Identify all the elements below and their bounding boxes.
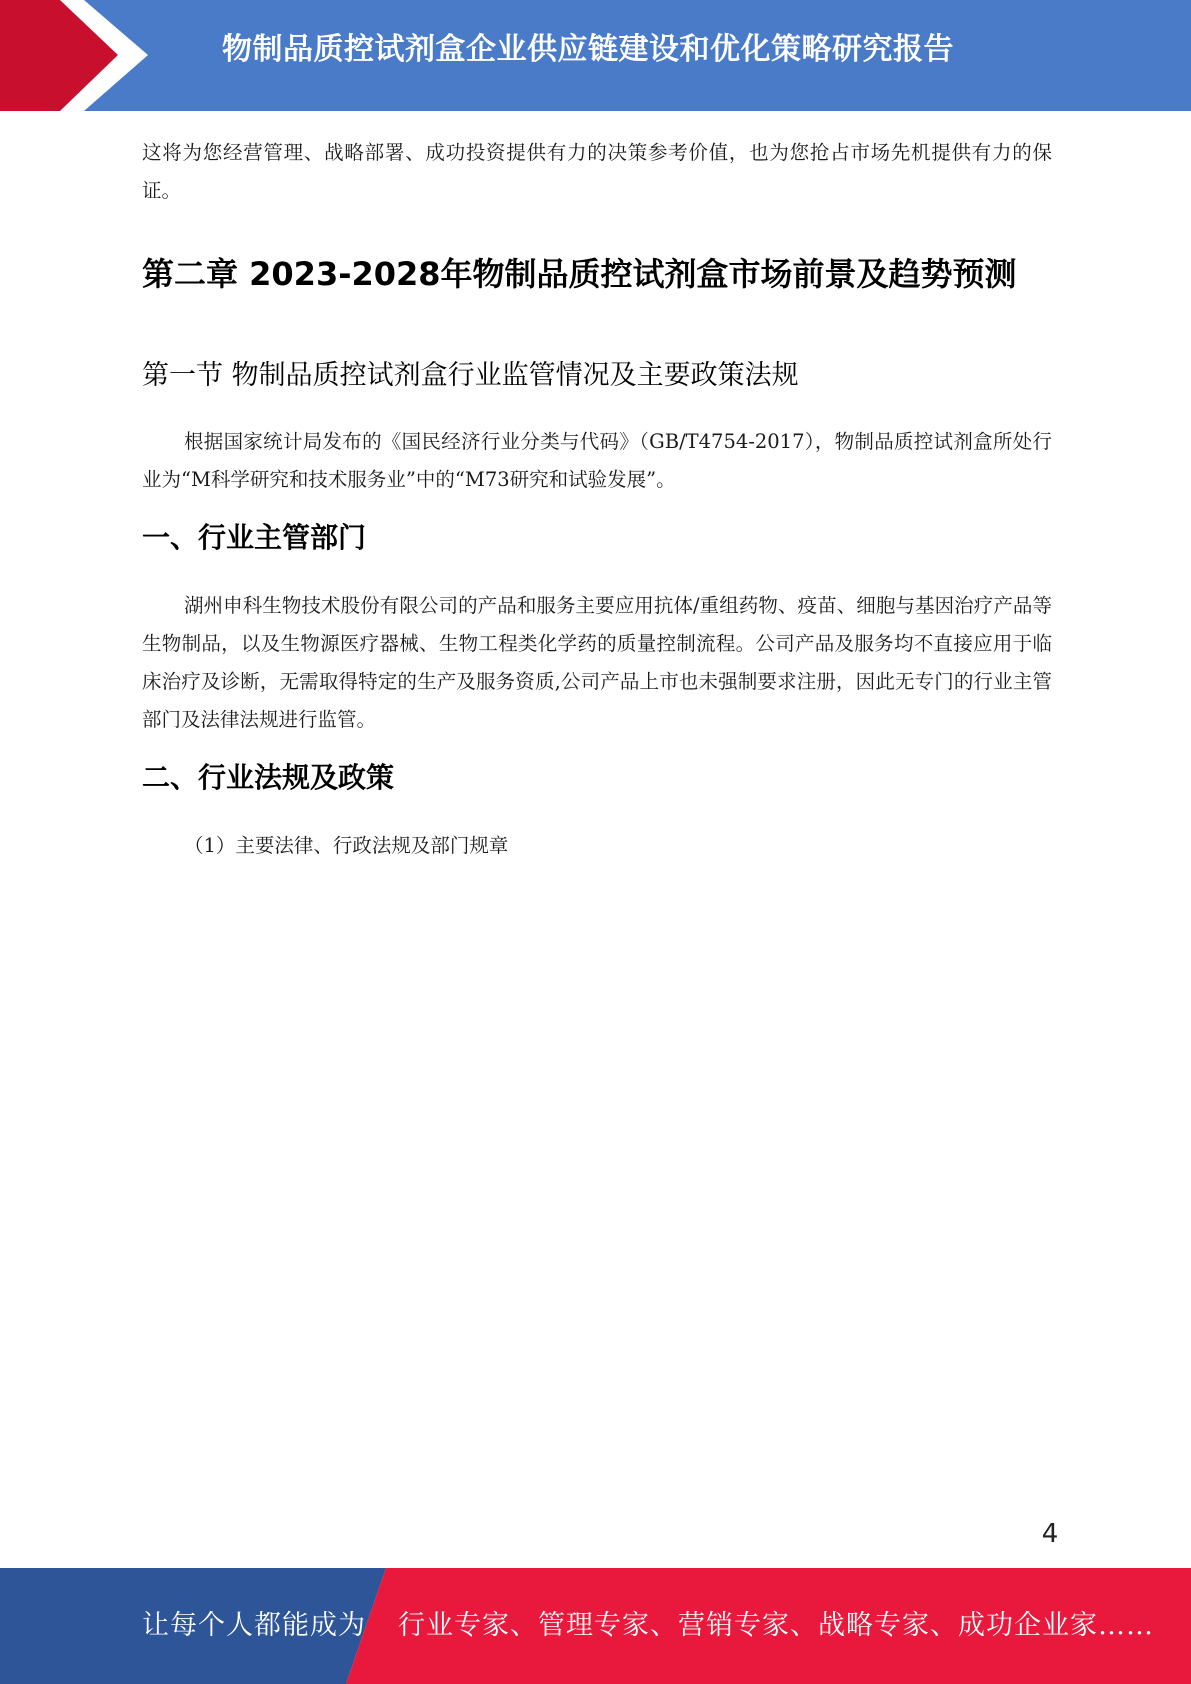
footer-slogan-right: 行业专家、管理专家、营销专家、战略专家、成功企业家…… xyxy=(398,1610,1154,1641)
subsection-title-2: 二、行业法规及政策 xyxy=(142,761,395,794)
header-chevron-decoration xyxy=(0,0,200,111)
page-footer xyxy=(0,1568,1191,1684)
section-title: 第一节 物制品质控试剂盒行业监管情况及主要政策法规 xyxy=(142,360,799,391)
header-title: 物制品质控试剂盒企业供应链建设和优化策略研究报告 xyxy=(222,32,954,67)
page-number: 4 xyxy=(1041,1519,1059,1549)
page-header xyxy=(0,0,1191,111)
subsection-title-1: 一、行业主管部门 xyxy=(142,521,367,554)
list-item: （1）主要法律、行政法规及部门规章 xyxy=(184,834,509,857)
subsection-paragraph-1: 湖州申科生物技术股份有限公司的产品和服务主要应用抗体/重组药物、疫苗、细胞与基因治疗产品等生物制品，以及生物源医疗器械、生物工程类化学药的质量控制流程。公司产品及服务均不直接应用于临床治疗及诊断，无需取得特定的生产及服务资质,公司产品上市也未强制要求注册，因此无专门的行业主管部门及法律法规进行监管。 xyxy=(142,594,1052,731)
footer-slogan-left: 让每个人都能成为 xyxy=(142,1610,366,1641)
section-paragraph: 根据国家统计局发布的《国民经济行业分类与代码》（GB/T4754-2017），物制品质控试剂盒所处行业为“M科学研究和技术服务业”中的“M73研究和试验发展”。 xyxy=(142,430,1052,491)
intro-paragraph: 这将为您经营管理、战略部署、成功投资提供有力的决策参考价值，也为您抢占市场先机提供有力的保证。 xyxy=(142,141,1052,202)
chapter-title: 第二章 2023-2028年物制品质控试剂盒市场前景及趋势预测 xyxy=(142,255,1017,293)
